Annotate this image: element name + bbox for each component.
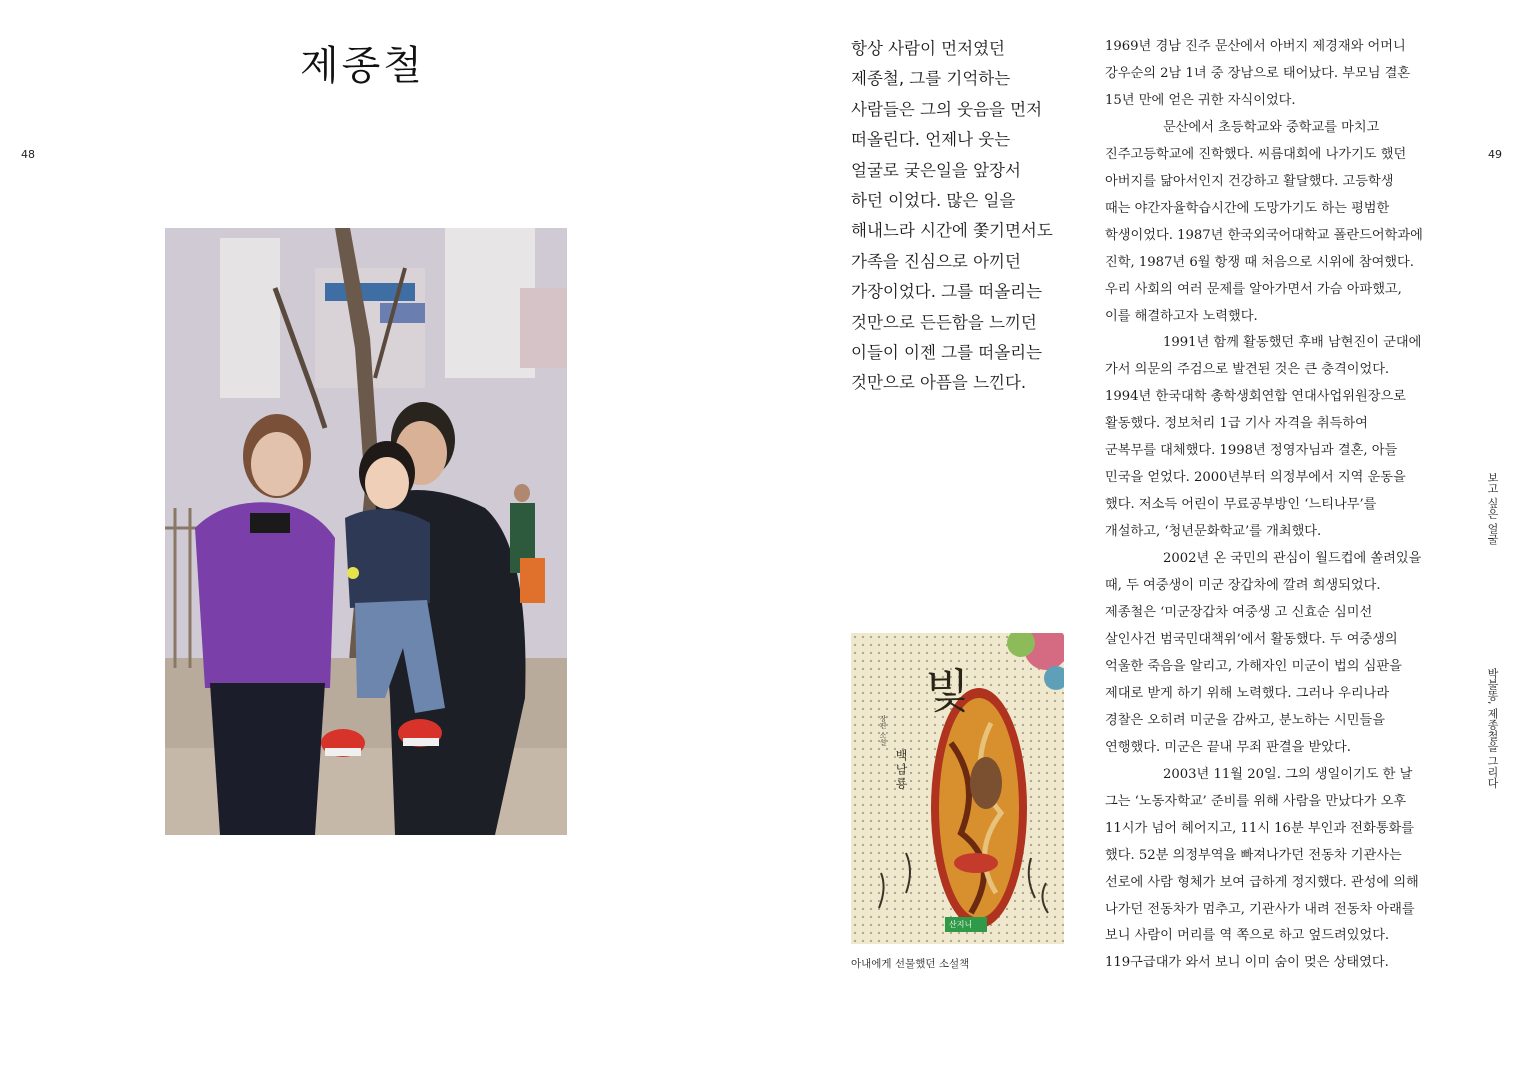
body-line: 학생이었다. 1987년 한국외국어대학교 폴란드어학과에 bbox=[1105, 227, 1423, 243]
body-line: 개설하고, ‘청년문화학교’를 개최했다. bbox=[1105, 524, 1322, 540]
intro-line: 떠올린다. 언제나 웃는 bbox=[851, 130, 1011, 150]
body-line: 살인사건 범국민대책위’에서 활동했다. 두 여중생의 bbox=[1105, 631, 1398, 647]
running-head-book-title: 박불똥, 제종철을 그리다 bbox=[1486, 668, 1499, 789]
book-cover-author: 백남룡 bbox=[894, 749, 908, 791]
body-line: 우리 사회의 여러 문제를 알아가면서 가슴 아파했고, bbox=[1105, 281, 1402, 297]
page-title: 제종철 bbox=[300, 43, 425, 89]
intro-line: 것만으로 아픔을 느낀다. bbox=[851, 373, 1027, 393]
body-line: 1991년 함께 활동했던 후배 남현진이 군대에 bbox=[1163, 335, 1422, 351]
intro-line: 해내느라 시간에 쫓기면서도 bbox=[851, 221, 1053, 241]
body-line: 가서 의문의 주검으로 발견된 것은 큰 충격이었다. bbox=[1105, 362, 1390, 378]
body-line: 1969년 경남 진주 문산에서 아버지 제경재와 어머니 bbox=[1105, 39, 1406, 54]
intro-line: 가족을 진심으로 아끼던 bbox=[851, 251, 1021, 271]
intro-line: 얼굴로 궂은일을 앞장서 bbox=[851, 160, 1021, 180]
body-line: 15년 만에 얻은 귀한 자식이었다. bbox=[1105, 92, 1296, 108]
body-line: 그는 ‘노동자학교’ 준비를 위해 사람을 만났다가 오후 bbox=[1105, 793, 1407, 809]
body-line: 때는 야간자율학습시간에 도망가기도 하는 평범한 bbox=[1105, 200, 1390, 216]
body-line: 보니 사람이 머리를 역 쪽으로 하고 엎드려있었다. bbox=[1105, 928, 1390, 944]
biography-text bbox=[1105, 34, 1475, 977]
intro-line: 사람들은 그의 웃음을 먼저 bbox=[851, 99, 1043, 119]
intro-line: 하던 이었다. 많은 일을 bbox=[851, 191, 1016, 211]
body-line: 했다. 52분 의정부역을 빠져나가던 전동차 기관사는 bbox=[1105, 847, 1402, 863]
body-line: 진주고등학교에 진학했다. 씨름대회에 나가기도 했던 bbox=[1105, 146, 1407, 162]
body-line: 민국을 얻었다. 2000년부터 의정부에서 지역 운동을 bbox=[1105, 470, 1406, 486]
book-cover-label: 장편 소설 bbox=[879, 715, 887, 746]
running-head-section: 보고 싶은 얼굴 bbox=[1486, 472, 1499, 545]
body-line: 진학, 1987년 6월 항쟁 때 처음으로 시위에 참여했다. bbox=[1105, 254, 1414, 270]
intro-line: 가장이었다. 그를 떠올리는 bbox=[851, 282, 1043, 302]
book-caption: 아내에게 선물했던 소설책 bbox=[851, 958, 970, 970]
body-line: 선로에 사람 형체가 보여 급하게 정지했다. 관성에 의해 bbox=[1105, 874, 1419, 890]
body-line: 했다. 저소득 어린이 무료공부방인 ‘느티나무’를 bbox=[1105, 497, 1377, 513]
body-line: 제대로 받게 하기 위해 노력했다. 그러나 우리나라 bbox=[1105, 685, 1390, 701]
body-line: 활동했다. 정보처리 1급 기사 자격을 취득하여 bbox=[1105, 416, 1368, 432]
body-line: 제종철은 ‘미군장갑차 여중생 고 신효순 심미선 bbox=[1105, 605, 1373, 621]
body-line: 경찰은 오히려 미군을 감싸고, 분노하는 시민들을 bbox=[1105, 712, 1385, 728]
body-line: 2002년 온 국민의 관심이 월드컵에 쏠려있을 bbox=[1163, 551, 1422, 567]
body-line: 억울한 죽음을 알리고, 가해자인 미군이 법의 심판을 bbox=[1105, 658, 1402, 674]
body-line: 아버지를 닮아서인지 건강하고 활달했다. 고등학생 bbox=[1105, 173, 1394, 189]
body-line: 군복무를 대체했다. 1998년 정영자님과 결혼, 아들 bbox=[1105, 443, 1398, 459]
intro-line: 이들이 이젠 그를 떠올리는 bbox=[851, 343, 1043, 363]
book-cover-image bbox=[851, 633, 1064, 944]
body-line: 때, 두 여중생이 미군 장갑차에 깔려 희생되었다. bbox=[1105, 578, 1381, 594]
page-number-left: 48 bbox=[21, 148, 35, 161]
body-line: 이를 해결하고자 노력했다. bbox=[1105, 308, 1258, 324]
body-line: 119구급대가 와서 보니 이미 숨이 멎은 상태였다. bbox=[1105, 955, 1389, 971]
intro-line: 항상 사람이 먼저였던 bbox=[851, 39, 1005, 58]
book-cover-publisher: 산지니 bbox=[949, 920, 973, 929]
family-photo bbox=[165, 228, 567, 835]
intro-line: 것만으로 든든함을 느끼던 bbox=[851, 312, 1037, 332]
body-line: 문산에서 초등학교와 중학교를 마치고 bbox=[1163, 119, 1380, 135]
body-line: 2003년 11월 20일. 그의 생일이기도 한 날 bbox=[1163, 766, 1413, 782]
intro-text bbox=[851, 34, 1081, 399]
body-line: 연행했다. 미군은 끝내 무죄 판결을 받았다. bbox=[1105, 739, 1351, 755]
body-line: 나가던 전동차가 멈추고, 기관사가 내려 전동차 아래를 bbox=[1105, 901, 1415, 917]
body-line: 11시가 넘어 헤어지고, 11시 16분 부인과 전화통화를 bbox=[1105, 820, 1414, 836]
body-line: 1994년 한국대학 총학생회연합 연대사업위원장으로 bbox=[1105, 389, 1406, 405]
book-cover-title: 빛 bbox=[925, 664, 970, 718]
intro-line: 제종철, 그를 기억하는 bbox=[851, 69, 1011, 89]
body-line: 강우순의 2남 1녀 중 장남으로 태어났다. 부모님 결혼 bbox=[1105, 65, 1411, 81]
page-number-right: 49 bbox=[1488, 148, 1502, 161]
